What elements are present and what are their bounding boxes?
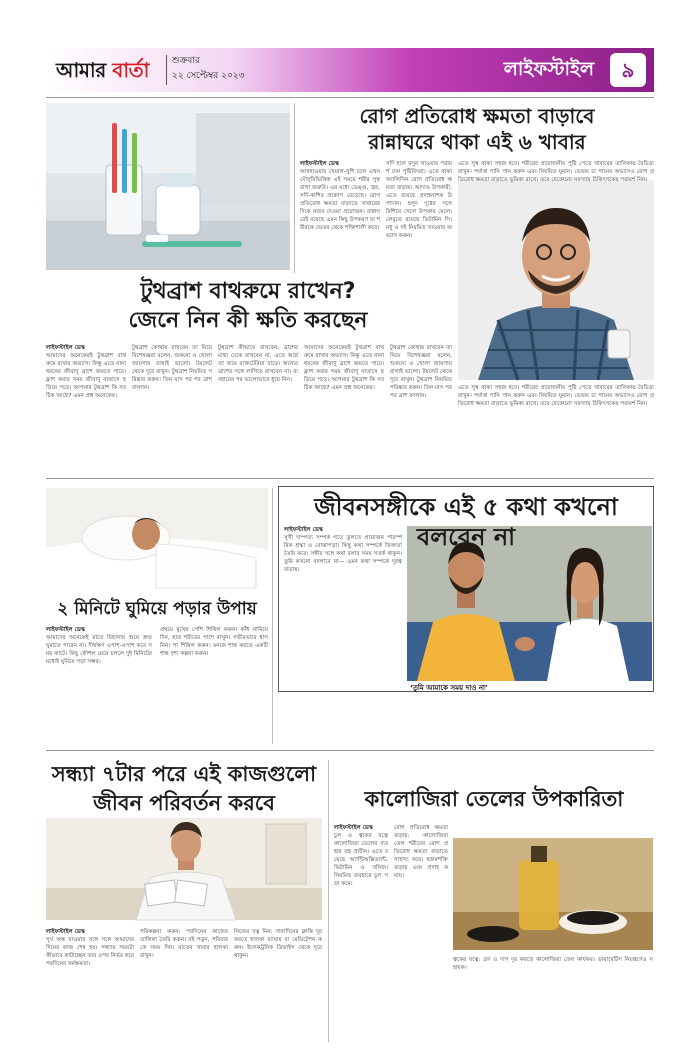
- body-text: চুল ও ত্বকের যত্নে কালোজিরা তেলের ব্যবহার বহু প্রাচীন। এতে রয়েছে অ্যান্টিঅক্সিড্যান্ট, ভিটামিন ও খনিজ। নিয়মিত ব্যবহারে চুল পড়া কমে।: [334, 833, 388, 887]
- immunity-headline[interactable]: [300, 103, 654, 155]
- toothbrush-column-2: [132, 344, 212, 474]
- column-rule: [294, 103, 295, 273]
- byline: লাইফস্টাইল ডেস্ক: [46, 627, 85, 633]
- headline-line: সন্ধ্যা ৭টার পরে এই কাজগুলো: [51, 762, 317, 786]
- masthead: [46, 48, 654, 92]
- section-rule: [46, 750, 654, 751]
- divider: [166, 55, 167, 85]
- body-text: নিজের যত্ন নিন: সারাদিনের ক্লান্তি দূর করতে হালকা ব্যায়াম বা মেডিটেশন করুন। ইলেকট্রনিক ডিভাইস থেকে দূরে থাকুন।: [234, 929, 322, 959]
- evening-column-2: [140, 928, 228, 1040]
- body-text: টুথব্রাশ কোথায় রাখবেন তা নিয়ে বিশেষজ্ঞরা বলেন, শুকনো ও খোলা জায়গায় রাখাই ভালো। টয়লেট থেকে দূরে রাখুন। টুথব্রাশ নিয়মিত পরিষ্কার করুন। তিন মাস পর পর ব্রাশ বদলান।: [390, 345, 453, 399]
- body-text: ত্বকের যত্নে: ব্রণ ও দাগ দূর করতে কালোজিরা তেল কার্যকর। ডায়াবেটিস নিয়ন্ত্রণেও সহায়ক।: [453, 957, 653, 971]
- kalonji-column-3: [453, 956, 653, 1040]
- body-text: টুথব্রাশ কীভাবে রাখবেন: ব্রাশের মাথা ঢেকে রাখবেন না, এতে আর্দ্রতা জমে ব্যাকটেরিয়া বাড়ে। অন্যের ব্রাশের সঙ্গে লাগিয়ে রাখবেন না। ব্যবহারের পর ভালোভাবে ধুয়ে নিন।: [218, 345, 298, 383]
- toothbrush-headline[interactable]: [46, 277, 450, 335]
- dateline: [172, 54, 245, 84]
- sleep-column-1: [46, 626, 152, 744]
- sleeping-man-photo: [46, 488, 268, 588]
- toothbrush-column-5: [390, 344, 452, 474]
- body-text: আবহাওয়ার খেয়াল-খুশি চলে এখন মৌসুমিভিত্তিক এই সময়ে শরীর সুস্থ রাখা জরুরি। এর মধ্যে ডেঙ্গু, জ্বর, সর্দি-কাশির প্রকোপ বেড়েছে। রোগ প্রতিরোধ ক্ষমতা বাড়াতে খাবারের দিকে নজর দেওয়া প্রয়োজন। রান্নাঘরেই রয়েছে এমন কিছু উপকরণ যা শরীরকে ভেতর থেকে শক্তিশালী করে।: [300, 169, 380, 231]
- kalonji-column-2: [394, 824, 448, 1040]
- byline: লাইফস্টাইল ডেস্ক: [284, 527, 323, 533]
- headline-line: রান্নাঘরে থাকা এই ৬ খাবার: [368, 130, 586, 154]
- body-text: আমাদের অনেকেই রাতে বিছানায় শুয়ে দ্রুত ঘুমাতে পারেন না। দীর্ঘক্ষণ এপাশ-ওপাশ করে সময় কাটে। কিছু কৌশল মেনে চললে দুই মিনিটের মধ্যেই ঘুমিয়ে পড়া সম্ভব।: [46, 635, 152, 665]
- partner-column-1: [284, 526, 402, 686]
- body-text: আমাদের অনেকেরই টুথব্রাশ বাথরুমে রাখার অভ্যাস। কিন্তু এতে নানা ধরনের জীবাণু ব্রাশে জমতে পারে। ফ্লাশ করার সময় জীবাণু বাতাসে ছড়িয়ে পড়ে। আপনার টুথব্রাশ কি সব ঠিক আছে? এমন প্রশ্ন অনেকের।: [46, 353, 126, 399]
- sleep-column-2: [160, 626, 268, 744]
- reading-man-photo: [46, 818, 322, 920]
- evening-headline[interactable]: [46, 760, 322, 818]
- body-text: রোগ প্রতিরোধ ক্ষমতা বাড়ায়: কালোজিরা তেল শরীরের রোগ প্রতিরোধ ক্ষমতা বাড়াতে সাহায্য করে। হজমশক্তি বাড়ায় এবং প্রদাহ কমায়।: [394, 825, 448, 879]
- section-title: লাইফস্টাইল: [503, 58, 594, 80]
- headline-line: জীবন পরিবর্তন করবে: [93, 791, 275, 815]
- header-rule: [46, 97, 654, 98]
- toothbrush-photo: [46, 103, 290, 270]
- byline: লাইফস্টাইল ডেস্ক: [300, 161, 339, 167]
- byline: লাইফস্টাইল ডেস্ক: [46, 929, 85, 935]
- column-rule: [328, 760, 329, 1042]
- headline-line: টুথব্রাশ বাথরুমে রাখেন?: [140, 279, 356, 304]
- byline: লাইফস্টাইল ডেস্ক: [46, 345, 85, 351]
- body-text: পরিকল্পনা করুন: পরদিনের কাজের তালিকা তৈরি করুন। বই পড়ুন, পরিবারকে সময় দিন। রাতের খাবার হালকা রাখুন।: [140, 929, 228, 959]
- body-text: সর্দি হলে রসুন খাওয়ার পরামর্শ দেন পুষ্টিবিদরা। এতে থাকা অ্যালিসিন রোগ প্রতিরোধ ক্ষমতা বাড়ায়। আদাও উপকারী, এতে রয়েছে প্রদাহনাশক উপাদান। হলুদ দুধের সঙ্গে মিশিয়ে খেলে উপকার মেলে। লেবুতে রয়েছে ভিটামিন সি। মধু ও দই নিয়মিত খাওয়ার অভ্যাস করুন।: [386, 161, 452, 239]
- body-text: টুথব্রাশ কোথায় রাখবেন তা নিয়ে বিশেষজ্ঞরা বলেন, শুকনো ও খোলা জায়গায় রাখাই ভালো। টয়লেট থেকে দূরে রাখুন। টুথব্রাশ নিয়মিত পরিষ্কার করুন। তিন মাস পর পর ব্রাশ বদলান।: [132, 345, 212, 391]
- page-number: ৯: [610, 53, 646, 87]
- toothbrush-column-1: [46, 344, 126, 474]
- partner-subhead: ‘তুমি আমাকে সময় দাও না’: [410, 684, 488, 692]
- body-text: এতে সুস্থ থাকা সহজ হবে। শরীরের প্রয়োজনীয় পুষ্টি পেতে খাবারের তালিকায় বৈচিত্র্য রাখুন। পর্যাপ্ত পানি পান করুন এবং নিয়মিত ঘুমান। ভেষজ চা পানের অভ্যাসও রোগ প্রতিরোধ ক্ষমতা বাড়াতে ভূমিকা রাখে। তবে যেকোনো সমস্যায় চিকিৎসকের পরামর্শ নিন।: [458, 161, 654, 183]
- kalonji-headline[interactable]: কালোজিরা তেলের উপকারিতা: [364, 787, 624, 811]
- immunity-column-3: [458, 160, 654, 183]
- body-text: প্রথমে মুখের পেশি শিথিল করুন। কাঁধ নামিয়ে দিন, হাত শরীরের পাশে রাখুন। গভীরভাবে শ্বাস নিন। পা শিথিল করুন। মনকে শান্ত করতে একটি শান্ত দৃশ্য কল্পনা করুন।: [160, 627, 268, 657]
- date-label: ২২ সেপ্টেম্বর ২০২৩: [172, 71, 245, 81]
- newspaper-logo[interactable]: [56, 56, 149, 89]
- headline-line: রোগ প্রতিরোধ ক্ষমতা বাড়াবে: [359, 104, 595, 128]
- body-text: আমাদের অনেকেরই টুথব্রাশ বাথরুমে রাখার অভ্যাস। কিন্তু এতে নানা ধরনের জীবাণু ব্রাশে জমতে পারে। ফ্লাশ করার সময় জীবাণু বাতাসে ছড়িয়ে পড়ে। আপনার টুথব্রাশ কি সব ঠিক আছে? এমন প্রশ্ন অনেকের।: [304, 345, 384, 391]
- day-label: শুক্রবার: [172, 56, 200, 66]
- headline-line: জেনে নিন কী ক্ষতি করছেন: [128, 308, 368, 333]
- column-rule: [272, 488, 273, 744]
- byline: লাইফস্টাইল ডেস্ক: [334, 825, 373, 831]
- immunity-column-3b: [458, 384, 654, 474]
- logo-accent: বার্তা: [112, 58, 149, 82]
- toothbrush-column-3: [218, 344, 298, 474]
- body-text: সুখী দাম্পত্য সম্পর্ক গড়ে তুলতে প্রয়োজন পারস্পরিক শ্রদ্ধা ও বোঝাপড়া। কিছু কথা সম্পর্কে তিক্ততা তৈরি করে। সঙ্গীর সঙ্গে কথা বলার সময় সতর্ক থাকুন। তুমি কখনো বদলাবে না— এমন কথা সম্পর্কে দূরত্ব বাড়ায়।: [284, 535, 402, 573]
- sleep-headline[interactable]: ২ মিনিটে ঘুমিয়ে পড়ার উপায়: [57, 599, 257, 619]
- evening-column-3: [234, 928, 322, 1040]
- body-text: এতে সুস্থ থাকা সহজ হবে। শরীরের প্রয়োজনীয় পুষ্টি পেতে খাবারের তালিকায় বৈচিত্র্য রাখুন। পর্যাপ্ত পানি পান করুন এবং নিয়মিত ঘুমান। ভেষজ চা পানের অভ্যাসও রোগ প্রতিরোধ ক্ষমতা বাড়াতে ভূমিকা রাখে। তবে যেকোনো সমস্যায় চিকিৎসকের পরামর্শ নিন।: [458, 385, 654, 407]
- logo-main: আমার: [56, 58, 106, 82]
- black-seed-oil-photo: [453, 838, 653, 950]
- kalonji-column-1: [334, 824, 388, 1040]
- body-text: সূর্য অস্ত যাওয়ার সঙ্গে সঙ্গে আমাদের দিনের কাজ শেষ হয়। সন্ধ্যার সময়টা কীভাবে কাটাচ্ছেন তার ওপর নির্ভর করে পরদিনের কর্মক্ষমতা।: [46, 937, 134, 967]
- partner-headline[interactable]: জীবনসঙ্গীকে এই ৫ কথা কখনো বলবেন না: [314, 493, 618, 551]
- toothbrush-column-4: [304, 344, 384, 474]
- evening-column-1: [46, 928, 134, 1040]
- man-eating-photo: [458, 180, 654, 380]
